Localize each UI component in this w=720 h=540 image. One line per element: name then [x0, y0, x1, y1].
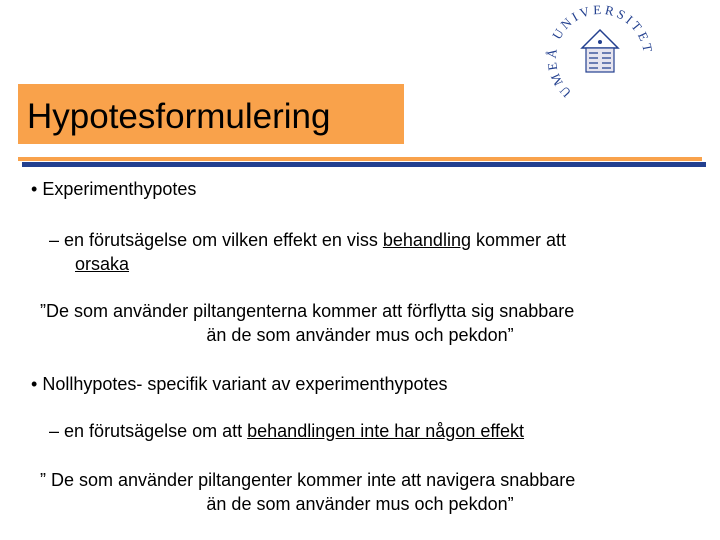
quote-2-line1: ” De som använder piltangenter kommer inte att navigera snabbare [40, 470, 576, 490]
sub-text-end: kommer att [470, 230, 566, 250]
quote-1-line2: än de som använder mus och pekdon” [206, 325, 514, 345]
sub-bullet-1-line1 [49, 229, 566, 251]
sub-bullet-1-line2: orsaka [75, 254, 130, 274]
sub-text: en förutsägelse om att [64, 421, 248, 441]
quote-2-line2: än de som använder mus och pekdon” [206, 494, 514, 514]
underlined-term: behandlingen inte har någon effekt [247, 421, 525, 441]
bullet-text: Experimenthypotes [42, 179, 197, 199]
title-rule-blue [22, 162, 706, 167]
bullet-text: Nollhypotes- specifik variant av experimenthypotes [42, 374, 448, 394]
dash-marker: – [49, 421, 60, 441]
sub-text: en förutsägelse om vilken effekt en viss [64, 230, 383, 250]
bullet-experimenthypotes [31, 178, 196, 200]
dash-marker: – [49, 230, 60, 250]
bullet-nollhypotes [31, 373, 448, 395]
page-title: Hypotesformulering [27, 97, 331, 136]
seal-emblem-icon [582, 30, 618, 72]
bullet-marker: • [31, 374, 38, 394]
bullet-marker: • [31, 179, 38, 199]
seal-arc-text: UMEÅ UNIVERSITET [543, 1, 656, 101]
underlined-term: behandling [382, 230, 471, 250]
sub-bullet-2 [49, 420, 524, 442]
university-seal-logo [536, 0, 656, 112]
title-rule-orange [18, 157, 702, 161]
quote-1-line1: ”De som använder piltangenterna kommer att förflytta sig snabbare [40, 301, 575, 321]
